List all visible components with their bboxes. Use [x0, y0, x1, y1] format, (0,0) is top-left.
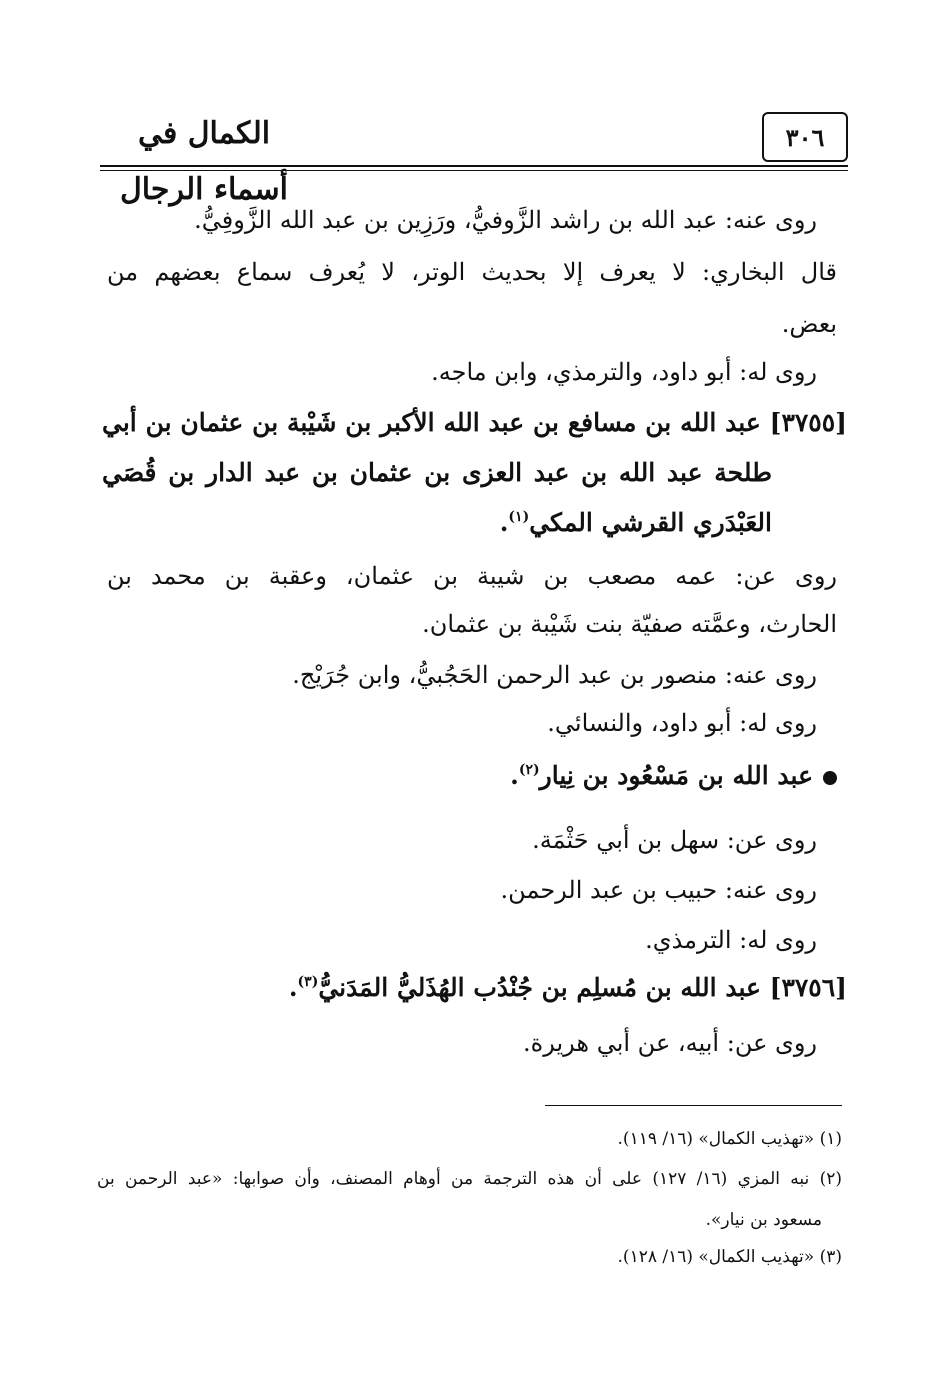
entry-heading-3756 — [289, 968, 847, 1008]
entry-heading-3755: [٣٧٥٥] عبد الله بن مسافع بن عبد الله الأكبر بن شَيْبة بن عثمان بن أبي — [102, 408, 847, 437]
entry-name: عبد الله بن مَسْعُود بن نِيار — [539, 761, 813, 790]
body-line: الحارث، وعمَّته صفيّة بنت شَيْبة بن عثمان. — [422, 610, 837, 638]
bullet-icon — [823, 771, 837, 785]
book-title: الكمال في أسماء الرجال — [119, 116, 289, 207]
period: . — [288, 973, 298, 1002]
header-rule — [100, 165, 848, 167]
period: . — [510, 761, 519, 790]
entry-heading-3755-end — [500, 503, 772, 543]
body-line: روى له: أبو داود، والنسائي. — [547, 709, 817, 737]
footnote-3: (٣) «تهذيب الكمال» (١٦/ ١٢٨). — [617, 1247, 842, 1267]
entry-name: العَبْدَري القرشي المكي — [529, 508, 772, 537]
body-line: روى عن: أبيه، عن أبي هريرة. — [523, 1029, 817, 1057]
body-line: روى عنه: حبيب بن عبد الرحمن. — [500, 876, 817, 904]
page-number: ٣٠٦ — [762, 112, 848, 162]
footnote-ref: (١) — [508, 509, 530, 525]
body-line: بعض. — [781, 310, 837, 338]
header-rule-thin — [100, 170, 848, 171]
body-line: روى عن: سهل بن أبي حَثْمَة. — [532, 826, 817, 854]
body-line: روى له: أبو داود، والترمذي، وابن ماجه. — [431, 358, 817, 386]
footnote-rule — [545, 1105, 842, 1106]
body-line: روى له: الترمذي. — [645, 926, 817, 954]
body-line: روى عنه: عبد الله بن راشد الزَّوفيُّ، ورَزِين بن عبد الله الزَّوفِيُّ. — [194, 206, 817, 234]
footnote-ref: (٣) — [297, 974, 319, 990]
body-line: قال البخاري: لا يعرف إلا بحديث الوتر، لا يُعرف سماع بعضهم من — [107, 258, 837, 286]
entry-name: [٣٧٥٦] عبد الله بن مُسلِم بن جُنْدُب الهُذَليُّ المَدَنيُّ — [318, 973, 847, 1002]
footnote-ref: (٢) — [518, 762, 540, 778]
footnote-2: (٢) نبه المزي (١٦/ ١٢٧) على أن هذه الترجمة من أوهام المصنف، وأن صوابها: «عبد الرحمن بن — [97, 1169, 842, 1189]
body-line: روى عن: عمه مصعب بن شيبة بن عثمان، وعقبة بن محمد بن — [107, 562, 837, 590]
period: . — [499, 508, 509, 537]
entry-heading-3755-cont: طلحة عبد الله بن عبد العزى بن عثمان بن عبد الدار بن قُصَي — [102, 458, 772, 487]
footnote-1: (١) «تهذيب الكمال» (١٦/ ١١٩). — [617, 1129, 842, 1149]
bullet-entry — [510, 756, 837, 796]
footnote-2-cont: مسعود بن نيار». — [705, 1210, 822, 1230]
body-line: روى عنه: منصور بن عبد الرحمن الحَجُبيُّ، وابن جُرَيْج. — [292, 661, 817, 689]
